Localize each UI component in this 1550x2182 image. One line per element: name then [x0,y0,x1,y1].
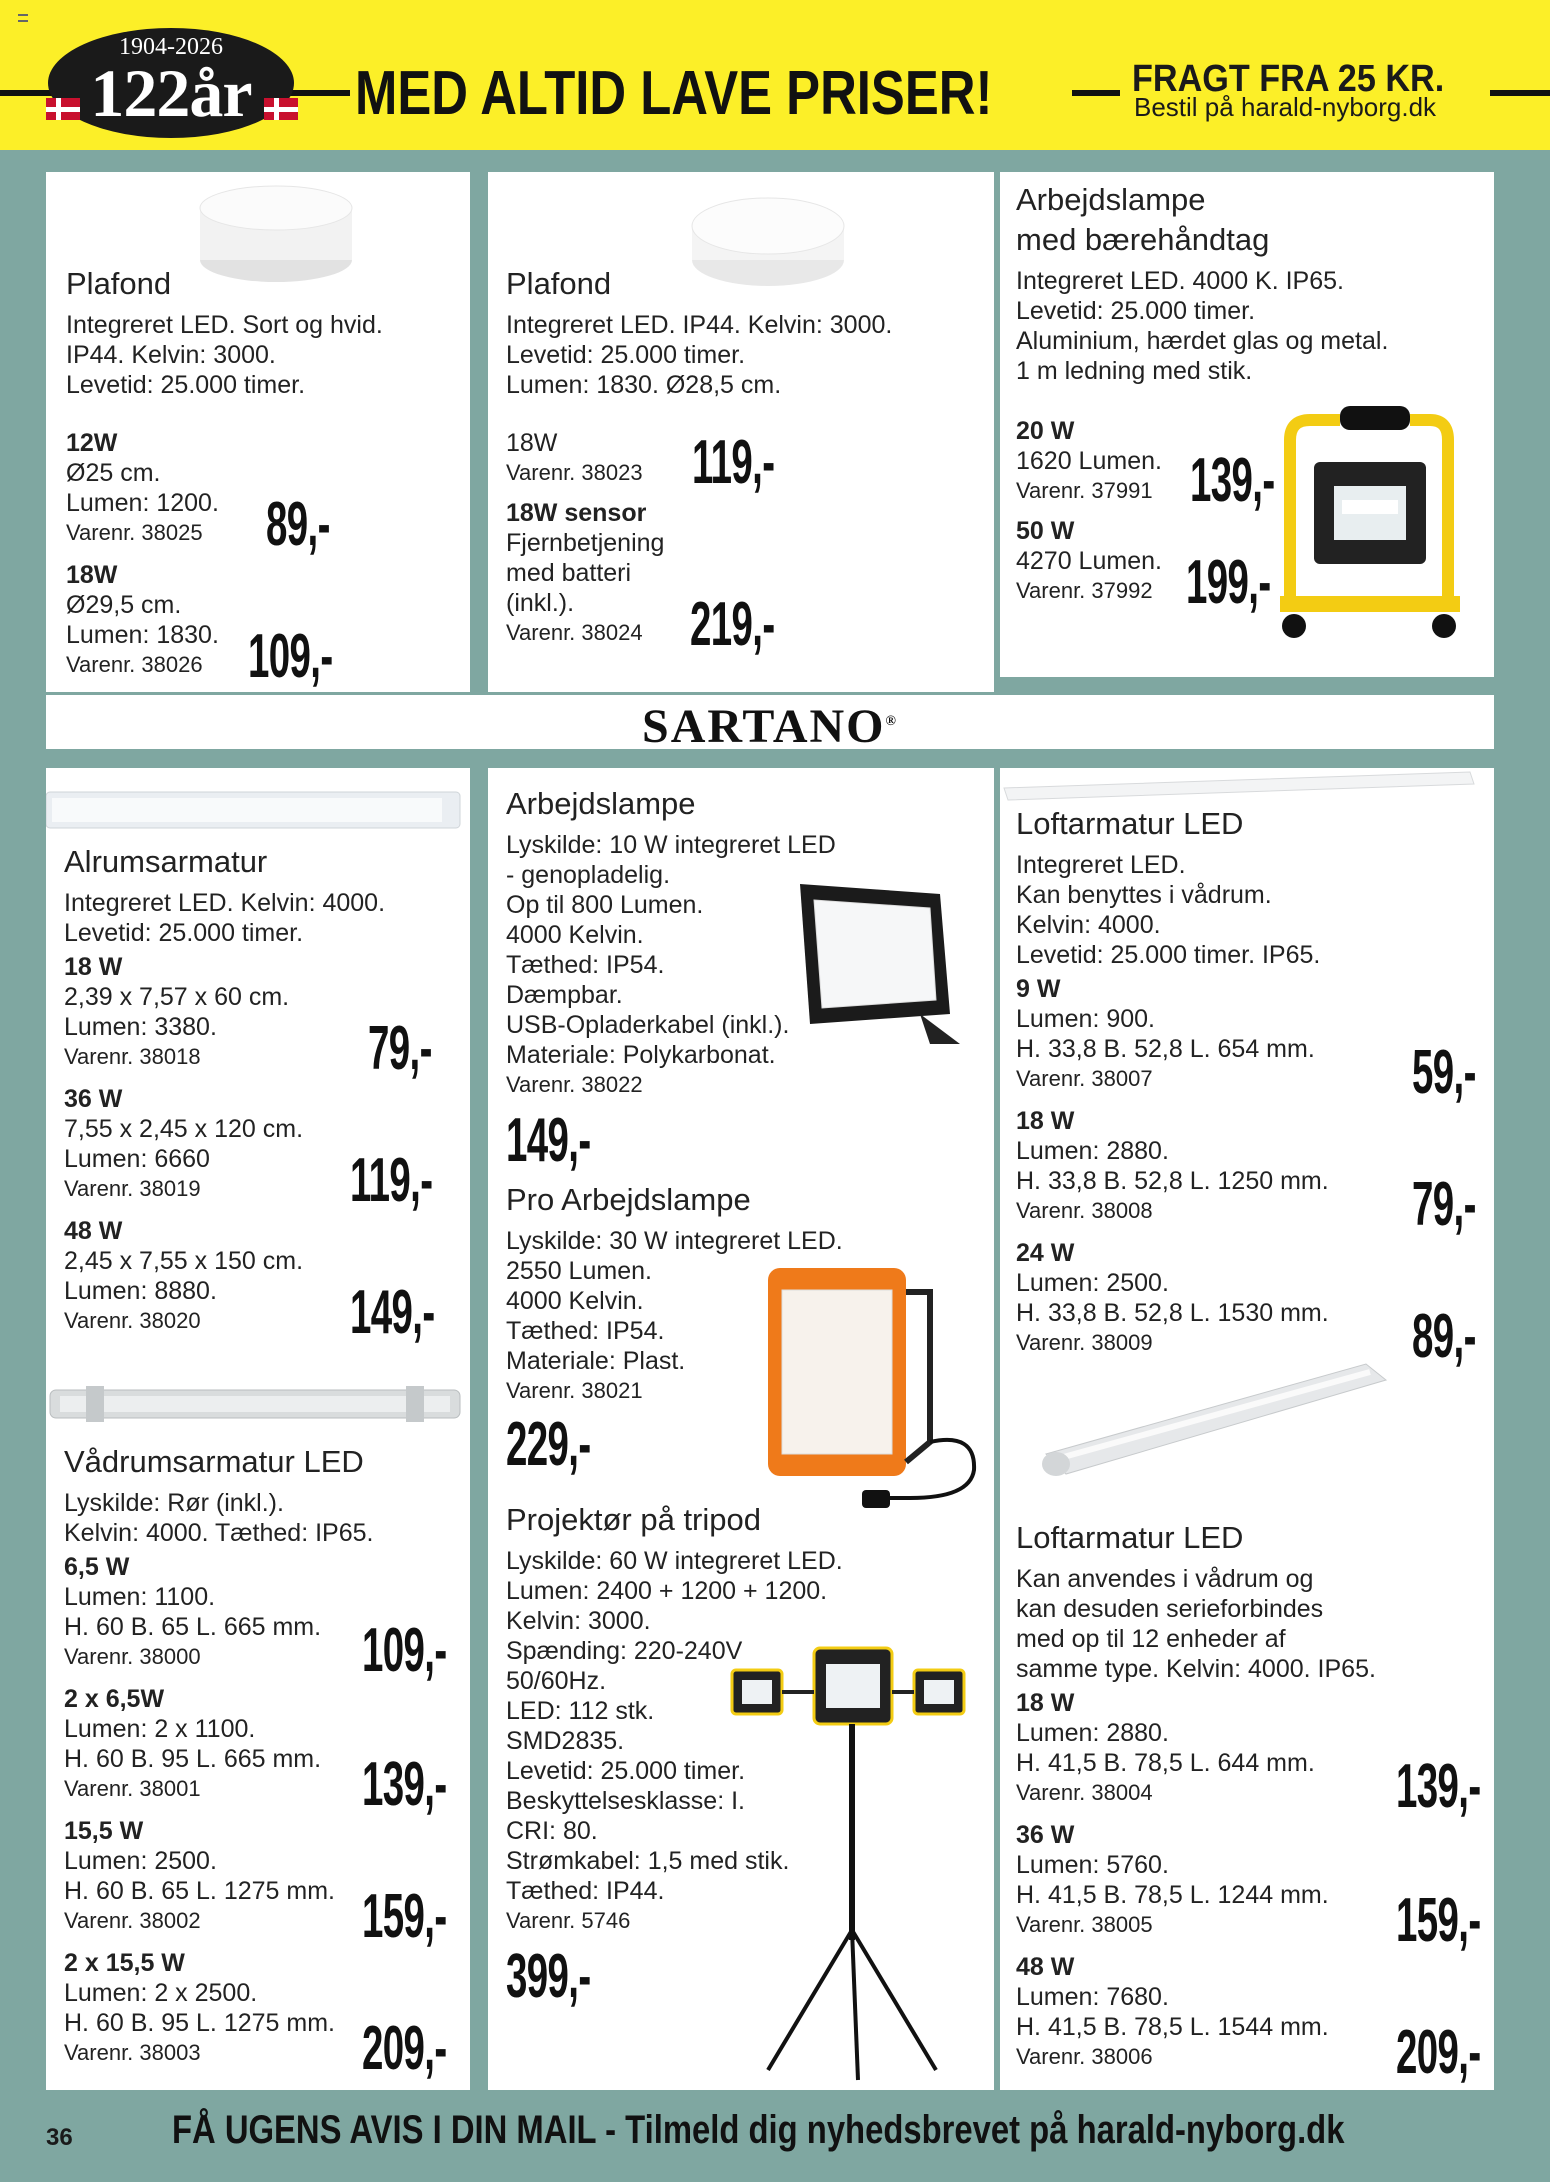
product-desc-line: kan desuden serieforbindes [1016,1595,1324,1623]
product-desc-line: Kelvin: 4000. [1016,911,1161,939]
product-desc-line: Lumen: 2400 + 1200 + 1200. [506,1577,828,1605]
variant-sku: Varenr. 37992 [1016,578,1153,603]
product-title: Projektør på tripod [506,1502,761,1537]
variant-sku: Varenr. 38005 [1016,1912,1153,1937]
product-desc-line: Lyskilde: Rør (inkl.). [64,1489,284,1517]
variant-line: 7,55 x 2,45 x 120 cm. [64,1115,304,1143]
column-middle-products [488,768,994,2090]
plafond-lamp-image [196,180,356,290]
ip65-batten-image [1036,1354,1396,1484]
column-left-products [46,768,470,2090]
product-desc-line: Levetid: 25.000 timer. [506,341,746,369]
variant-watt: 18W [506,429,558,457]
variant-watt: 12W [66,429,118,457]
badge-age: 122år [90,55,252,131]
brand-logo [46,695,1494,754]
page-number: 36 [46,2124,73,2151]
variant-watt: 48 W [1016,1953,1075,1981]
variant-line: H. 33,8 B. 52,8 L. 654 mm. [1016,1035,1315,1063]
product-plafond-sensor [488,172,994,692]
product-desc-line: Integreret LED. Sort og hvid. [66,311,383,339]
product-title: Vådrumsarmatur LED [64,1444,364,1479]
variant-watt: 18 W [64,953,123,981]
product-title: Pro Arbejdslampe [506,1182,751,1217]
price-tag: 219,- [690,590,775,659]
variant-watt: 18 W [1016,1107,1075,1135]
price-tag: 159,- [362,1882,447,1951]
variant-sku: Varenr. 38006 [1016,2044,1153,2069]
variant-sku: Varenr. 38019 [64,1176,201,1201]
variant-line: 2,45 x 7,55 x 150 cm. [64,1247,304,1275]
product-desc-line: Levetid: 25.000 timer. [506,1757,746,1785]
variant-sku: Varenr. 38022 [506,1072,643,1097]
badge-years: 1904-2026 [119,34,223,60]
product-desc-line: Strømkabel: 1,5 med stik. [506,1847,790,1875]
variant-sku: Varenr. 38026 [66,652,203,677]
work-lamp-handle-image [1270,400,1466,660]
product-desc-line: Op til 800 Lumen. [506,891,704,919]
product-plafond-black-white [46,172,470,692]
product-desc-line: Kan anvendes i vådrum og [1016,1565,1314,1593]
variant-sku: Varenr. 38009 [1016,1330,1153,1355]
product-desc-line: Dæmpbar. [506,981,623,1009]
price-tag: 149,- [350,1278,435,1347]
price-tag: 159,- [1396,1886,1481,1955]
variant-sku: Varenr. 38001 [64,1776,201,1801]
variant-sku: Varenr. 38008 [1016,1198,1153,1223]
variant-sku: Varenr. 38024 [506,620,643,645]
product-desc-line: Lyskilde: 30 W integreret LED. [506,1227,843,1255]
registered-mark: ® [885,714,898,729]
product-desc-line: Levetid: 25.000 timer. [1016,297,1256,325]
variant-sku: Varenr. 38003 [64,2040,201,2065]
variant-line: 2,39 x 7,57 x 60 cm. [64,983,290,1011]
product-desc-line: Levetid: 25.000 timer. [66,371,306,399]
product-desc-line: Lyskilde: 10 W integreret LED [506,831,836,859]
product-desc-line: 1 m ledning med stik. [1016,357,1253,385]
price-tag: 229,- [506,1410,591,1479]
product-desc-line: Integreret LED. Kelvin: 4000. [64,889,386,917]
variant-line: Lumen: 6660 [64,1145,210,1173]
product-desc-line: Integreret LED. 4000 K. IP65. [1016,267,1344,295]
product-desc-line: LED: 112 stk. [506,1697,655,1725]
product-desc-line: 4000 Kelvin. [506,921,644,949]
variant-line: H. 60 B. 95 L. 1275 mm. [64,2009,335,2037]
variant-watt: 2 x 6,5W [64,1685,165,1713]
product-title: Plafond [506,266,612,301]
shipping-text: FRAGT FRA 25 KR. [1132,58,1445,100]
price-tag: 109,- [362,1616,447,1685]
variant-line: Lumen: 2 x 2500. [64,1979,258,2007]
product-title: Loftarmatur LED [1016,1520,1244,1555]
variant-line: Lumen: 7680. [1016,1983,1169,2011]
product-desc-line: Kelvin: 4000. Tæthed: IP65. [64,1519,374,1547]
variant-watt: 24 W [1016,1239,1075,1267]
variant-line: Ø25 cm. [66,459,161,487]
variant-sku: Varenr. 38000 [64,1644,201,1669]
variant-line: H. 33,8 B. 52,8 L. 1530 mm. [1016,1299,1329,1327]
price-tag: 59,- [1412,1038,1476,1107]
product-title: Arbejdslampe [1016,182,1206,217]
price-tag: 119,- [350,1146,433,1215]
danish-flag-icon [44,96,84,122]
product-desc-line: Tæthed: IP44. [506,1877,665,1905]
product-desc-line: Integreret LED. [1016,851,1186,879]
brand-name: SARTANO [642,700,886,753]
variant-line: H. 41,5 B. 78,5 L. 644 mm. [1016,1749,1315,1777]
variant-watt: 2 x 15,5 W [64,1949,185,1977]
danish-flag-icon [262,96,302,122]
variant-line: H. 60 B. 65 L. 665 mm. [64,1613,322,1641]
variant-watt: 20 W [1016,417,1075,445]
product-desc-line: Aluminium, hærdet glas og metal. [1016,327,1389,355]
variant-line: (inkl.). [506,589,575,617]
price-tag: 209,- [362,2014,447,2083]
variant-sku: Varenr. 38020 [64,1308,201,1333]
batten-light-image [46,778,466,838]
variant-line: Fjernbetjening [506,529,665,557]
variant-line: Lumen: 8880. [64,1277,217,1305]
product-desc-line: Kelvin: 3000. [506,1607,651,1635]
product-desc-line: Lumen: 1830. Ø28,5 cm. [506,371,782,399]
variant-line: 4270 Lumen. [1016,547,1162,575]
menu-icon[interactable] [18,14,28,22]
variant-line: H. 33,8 B. 52,8 L. 1250 mm. [1016,1167,1329,1195]
variant-sku: Varenr. 38007 [1016,1066,1153,1091]
rechargeable-work-lamp-image [770,864,970,1054]
variant-watt: 9 W [1016,975,1061,1003]
product-desc-line: USB-Opladerkabel (inkl.). [506,1011,790,1039]
variant-sku: Varenr. 5746 [506,1908,631,1933]
product-desc-line: 2550 Lumen. [506,1257,652,1285]
price-tag: 119,- [692,428,775,497]
variant-line: Lumen: 1100. [64,1583,216,1611]
header-slogan: MED ALTID LAVE PRISER! [355,59,993,128]
variant-line: 1620 Lumen. [1016,447,1162,475]
product-desc-line: SMD2835. [506,1727,625,1755]
price-tag: 89,- [266,490,330,559]
product-desc-line: Beskyttelsesklasse: I. [506,1787,745,1815]
product-desc-line: - genopladelig. [506,861,671,889]
variant-watt: 50 W [1016,517,1075,545]
variant-watt: 48 W [64,1217,123,1245]
product-title: med bærehåndtag [1016,222,1270,257]
variant-sku: Varenr. 38025 [66,520,203,545]
product-desc-line: Lyskilde: 60 W integreret LED. [506,1547,843,1575]
variant-sku: Varenr. 38018 [64,1044,201,1069]
price-tag: 199,- [1186,548,1271,617]
variant-sku: Varenr. 37991 [1016,478,1153,503]
price-tag: 139,- [1190,446,1275,515]
variant-line: H. 60 B. 95 L. 665 mm. [64,1745,322,1773]
order-link[interactable]: Bestil på harald-nyborg.dk [1134,92,1437,122]
product-desc-line: Levetid: 25.000 timer. [64,919,304,947]
product-work-lamp-handle [1000,172,1494,677]
variant-line: Lumen: 2880. [1016,1719,1169,1747]
price-tag: 79,- [1412,1170,1476,1239]
product-title: Arbejdslampe [506,786,696,821]
product-desc-line: 50/60Hz. [506,1667,607,1695]
price-tag: 139,- [362,1750,447,1819]
variant-watt: 18W [66,561,118,589]
plafond-lamp-image [688,186,848,296]
product-title: Alrumsarmatur [64,844,268,879]
variant-watt: 15,5 W [64,1817,144,1845]
ceiling-fixture-image [1000,768,1494,808]
variant-sku: Varenr. 38021 [506,1378,643,1403]
price-tag: 149,- [506,1106,591,1175]
variant-watt: 6,5 W [64,1553,130,1581]
product-desc-line: Materiale: Polykarbonat. [506,1041,776,1069]
variant-line: Lumen: 2500. [1016,1269,1169,1297]
variant-line: Lumen: 1830. [66,621,219,649]
product-desc-line: IP44. Kelvin: 3000. [66,341,276,369]
product-desc-line: CRI: 80. [506,1817,598,1845]
variant-sku: Varenr. 38023 [506,460,643,485]
variant-line: Lumen: 900. [1016,1005,1155,1033]
product-desc-line: Kan benyttes i vådrum. [1016,881,1272,909]
variant-watt: 36 W [64,1085,123,1113]
price-tag: 399,- [506,1942,591,2011]
product-title: Loftarmatur LED [1016,806,1244,841]
wet-room-fixture-image [46,1382,470,1426]
variant-line: Lumen: 3380. [64,1013,217,1041]
price-tag: 139,- [1396,1752,1481,1821]
variant-line: H. 41,5 B. 78,5 L. 1244 mm. [1016,1881,1329,1909]
product-desc-line: med op til 12 enheder af [1016,1625,1286,1653]
variant-sku: Varenr. 38004 [1016,1780,1153,1805]
price-tag: 79,- [368,1014,432,1083]
tripod-floodlight-image [728,1630,968,2090]
price-tag: 109,- [248,622,333,691]
variant-line: Lumen: 5760. [1016,1851,1169,1879]
variant-line: Lumen: 2 x 1100. [64,1715,256,1743]
variant-line: Ø29,5 cm. [66,591,182,619]
newsletter-cta[interactable]: FÅ UGENS AVIS I DIN MAIL - Tilmeld dig nyhedsbrevet på harald-nyborg.dk [172,2108,1345,2152]
variant-watt: 18 W [1016,1689,1075,1717]
product-desc-line: Tæthed: IP54. [506,951,665,979]
price-tag: 89,- [1412,1302,1476,1371]
pro-work-lamp-image [750,1262,994,1522]
product-desc-line: Integreret LED. IP44. Kelvin: 3000. [506,311,893,339]
product-desc-line: 4000 Kelvin. [506,1287,644,1315]
price-tag: 209,- [1396,2018,1481,2087]
variant-line: H. 60 B. 65 L. 1275 mm. [64,1877,335,1905]
product-title: Plafond [66,266,172,301]
product-desc-line: samme type. Kelvin: 4000. IP65. [1016,1655,1376,1683]
variant-line: med batteri [506,559,632,587]
product-desc-line: Tæthed: IP54. [506,1317,665,1345]
variant-watt: 36 W [1016,1821,1075,1849]
variant-watt: 18W sensor [506,499,647,527]
variant-line: Lumen: 1200. [66,489,219,517]
product-desc-line: Levetid: 25.000 timer. IP65. [1016,941,1321,969]
variant-line: Lumen: 2880. [1016,1137,1169,1165]
product-desc-line: Spænding: 220-240V [506,1637,743,1665]
column-right-products [1000,768,1494,2090]
product-desc-line: Materiale: Plast. [506,1347,686,1375]
variant-line: Lumen: 2500. [64,1847,217,1875]
variant-sku: Varenr. 38002 [64,1908,201,1933]
variant-line: H. 41,5 B. 78,5 L. 1544 mm. [1016,2013,1329,2041]
